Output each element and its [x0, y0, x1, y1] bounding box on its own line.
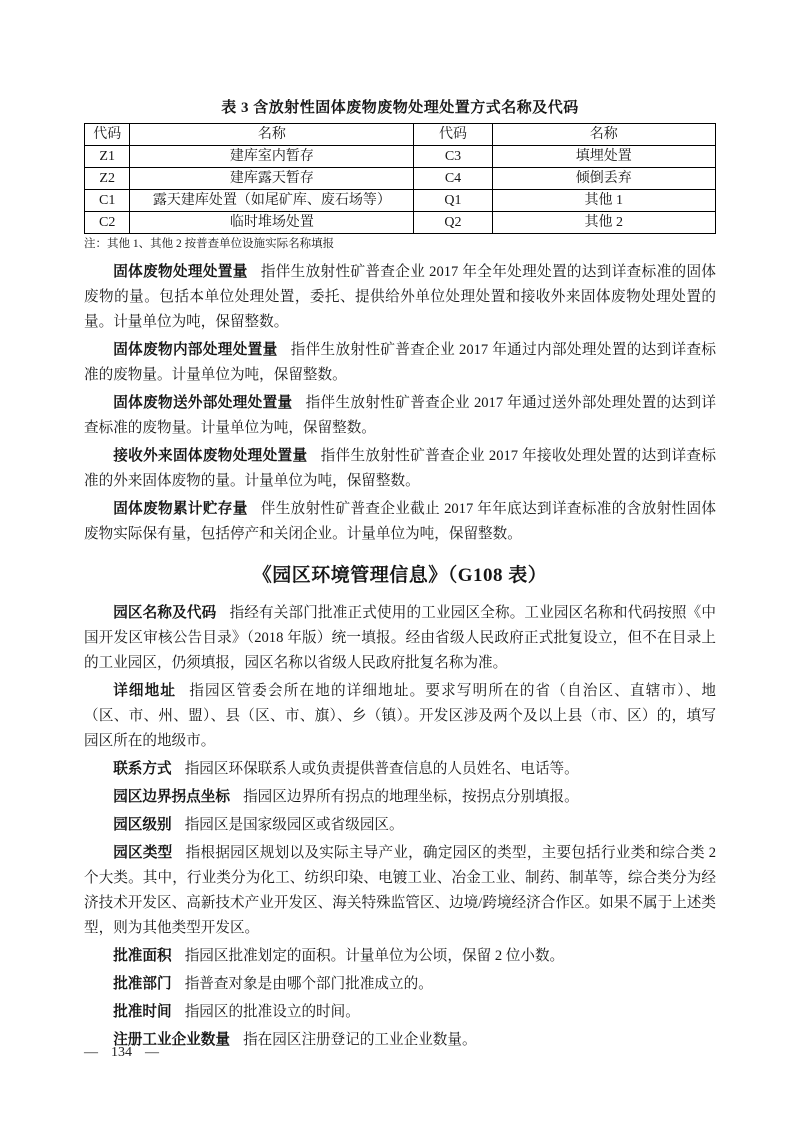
waste-disposal-code-table — [84, 123, 716, 234]
definition-text: 指园区是国家级园区或省级园区。 — [184, 817, 404, 833]
definition-term: 批准面积 — [113, 948, 172, 964]
definition-text: 指园区边界所有拐点的地理坐标，按拐点分别填报。 — [243, 789, 579, 805]
definition-paragraph — [84, 944, 716, 969]
definition-term: 联系方式 — [113, 761, 172, 777]
definition-term: 固体废物累计贮存量 — [113, 501, 248, 517]
cell-code: Z2 — [85, 168, 130, 190]
definitions-section-g108 — [84, 601, 716, 1053]
cell-code: Q2 — [414, 212, 492, 234]
definitions-section-g107 — [84, 260, 716, 547]
definition-text: 指经有关部门批准正式使用的工业园区全称。工业园区名称和代码按照《中国开发区审核公告目录》（2018 年版）统一填报。经由省级人民政府正式批复设立，但不在目录上的工业园区，仍须填报，园区名称以省级人民政府批复名称为准。 — [84, 605, 716, 671]
definition-term: 园区类型 — [113, 845, 173, 861]
definition-term: 固体废物送外部处理处置量 — [113, 395, 293, 411]
definition-term: 园区边界拐点坐标 — [113, 789, 230, 805]
definition-paragraph — [84, 497, 716, 547]
cell-code: C2 — [85, 212, 130, 234]
definition-term: 固体废物内部处理处置量 — [113, 342, 278, 358]
definition-text: 指伴生放射性矿普查企业 2017 年通过内部处理处置的达到详查标准的废物量。计量单位为吨，保留整数。 — [84, 342, 716, 383]
definition-paragraph — [84, 813, 716, 838]
cell-name: 建库露天暂存 — [130, 168, 414, 190]
cell-code: C3 — [414, 146, 492, 168]
cell-code: C4 — [414, 168, 492, 190]
page-number: 134 — [111, 1045, 132, 1060]
definition-paragraph — [84, 444, 716, 494]
definition-term: 注册工业企业数量 — [113, 1032, 230, 1048]
definition-term: 接收外来固体废物处理处置量 — [113, 448, 308, 464]
definition-text: 指在园区注册登记的工业企业数量。 — [243, 1032, 477, 1048]
definition-text: 指园区环保联系人或负责提供普查信息的人员姓名、电话等。 — [184, 761, 579, 777]
definition-text: 指伴生放射性矿普查企业 2017 年接收处理处置的达到详查标准的外来固体废物的量。计量单位为吨，保留整数。 — [84, 448, 716, 489]
col-header-code-left: 代码 — [85, 124, 130, 146]
definition-paragraph — [84, 338, 716, 388]
cell-name: 建库室内暂存 — [130, 146, 414, 168]
definition-paragraph — [84, 1028, 716, 1053]
definition-term: 批准部门 — [113, 976, 172, 992]
table-title: 表 3 含放射性固体废物废物处理处置方式名称及代码 — [221, 100, 579, 116]
definition-text: 指伴生放射性矿普查企业 2017 年全年处理处置的达到详查标准的固体废物的量。包括本单位处理处置，委托、提供给外单位处理处置和接收外来固体废物处理处置的量。计量单位为吨，保留整数。 — [84, 264, 716, 330]
footer-left-dash: — — [84, 1045, 98, 1060]
page-content — [84, 100, 716, 1056]
definition-term: 详细地址 — [113, 683, 177, 699]
definition-paragraph — [84, 391, 716, 441]
definition-paragraph — [84, 972, 716, 997]
definition-paragraph — [84, 679, 716, 754]
definition-text: 指根据园区规划以及实际主导产业，确定园区的类型，主要包括行业类和综合类 2 个大类。其中，行业类分为化工、纺织印染、电镀工业、冶金工业、制药、制革等，综合类分为经济技术开发区、高新技术产业开发区、海关特殊监管区、边境/跨境经济合作区。如果不属于上述类型，则为其他类型开发区。 — [84, 845, 716, 936]
definition-text: 指园区管委会所在地的详细地址。要求写明所在的省（自治区、直辖市）、地（区、市、州、盟）、县（区、市、旗）、乡（镇）。开发区涉及两个及以上县（市、区）的，填写园区所在的地级市。 — [84, 683, 716, 749]
table-row — [85, 146, 716, 168]
cell-name: 倾倒丢弃 — [492, 168, 715, 190]
definition-term: 固体废物处理处置量 — [113, 264, 248, 280]
section-heading-g108: 《园区环境管理信息》（G108 表） — [252, 565, 548, 586]
cell-code: Z1 — [85, 146, 130, 168]
definition-text: 指伴生放射性矿普查企业 2017 年通过送外部处理处置的达到详查标准的废物量。计量单位为吨，保留整数。 — [84, 395, 716, 436]
page-footer — [84, 1044, 159, 1062]
table-row — [85, 190, 716, 212]
definition-text: 指普查对象是由哪个部门批准成立的。 — [184, 976, 433, 992]
cell-name: 其他 2 — [492, 212, 715, 234]
definition-paragraph — [84, 260, 716, 335]
table-row — [85, 212, 716, 234]
cell-name: 露天建库处置（如尾矿库、废石场等） — [130, 190, 414, 212]
cell-code: C1 — [85, 190, 130, 212]
definition-paragraph — [84, 785, 716, 810]
table-note: 注：其他 1、其他 2 按普查单位设施实际名称填报 — [84, 238, 335, 250]
cell-name: 填埋处置 — [492, 146, 715, 168]
cell-name: 其他 1 — [492, 190, 715, 212]
definition-text: 指园区的批准设立的时间。 — [184, 1004, 360, 1020]
table-row — [85, 168, 716, 190]
col-header-code-right: 代码 — [414, 124, 492, 146]
cell-code: Q1 — [414, 190, 492, 212]
col-header-name-right: 名称 — [492, 124, 715, 146]
cell-name: 临时堆场处置 — [130, 212, 414, 234]
definition-text: 伴生放射性矿普查企业截止 2017 年年底达到详查标准的含放射性固体废物实际保有量，包括停产和关闭企业。计量单位为吨，保留整数。 — [84, 501, 716, 542]
definition-paragraph — [84, 601, 716, 676]
definition-term: 园区级别 — [113, 817, 172, 833]
definition-term: 园区名称及代码 — [113, 605, 217, 621]
col-header-name-left: 名称 — [130, 124, 414, 146]
definition-text: 指园区批准划定的面积。计量单位为公顷，保留 2 位小数。 — [184, 948, 565, 964]
table-header-row — [85, 124, 716, 146]
footer-right-dash: — — [145, 1045, 159, 1060]
definition-paragraph — [84, 1000, 716, 1025]
definition-paragraph — [84, 841, 716, 941]
definition-paragraph — [84, 757, 716, 782]
definition-term: 批准时间 — [113, 1004, 172, 1020]
